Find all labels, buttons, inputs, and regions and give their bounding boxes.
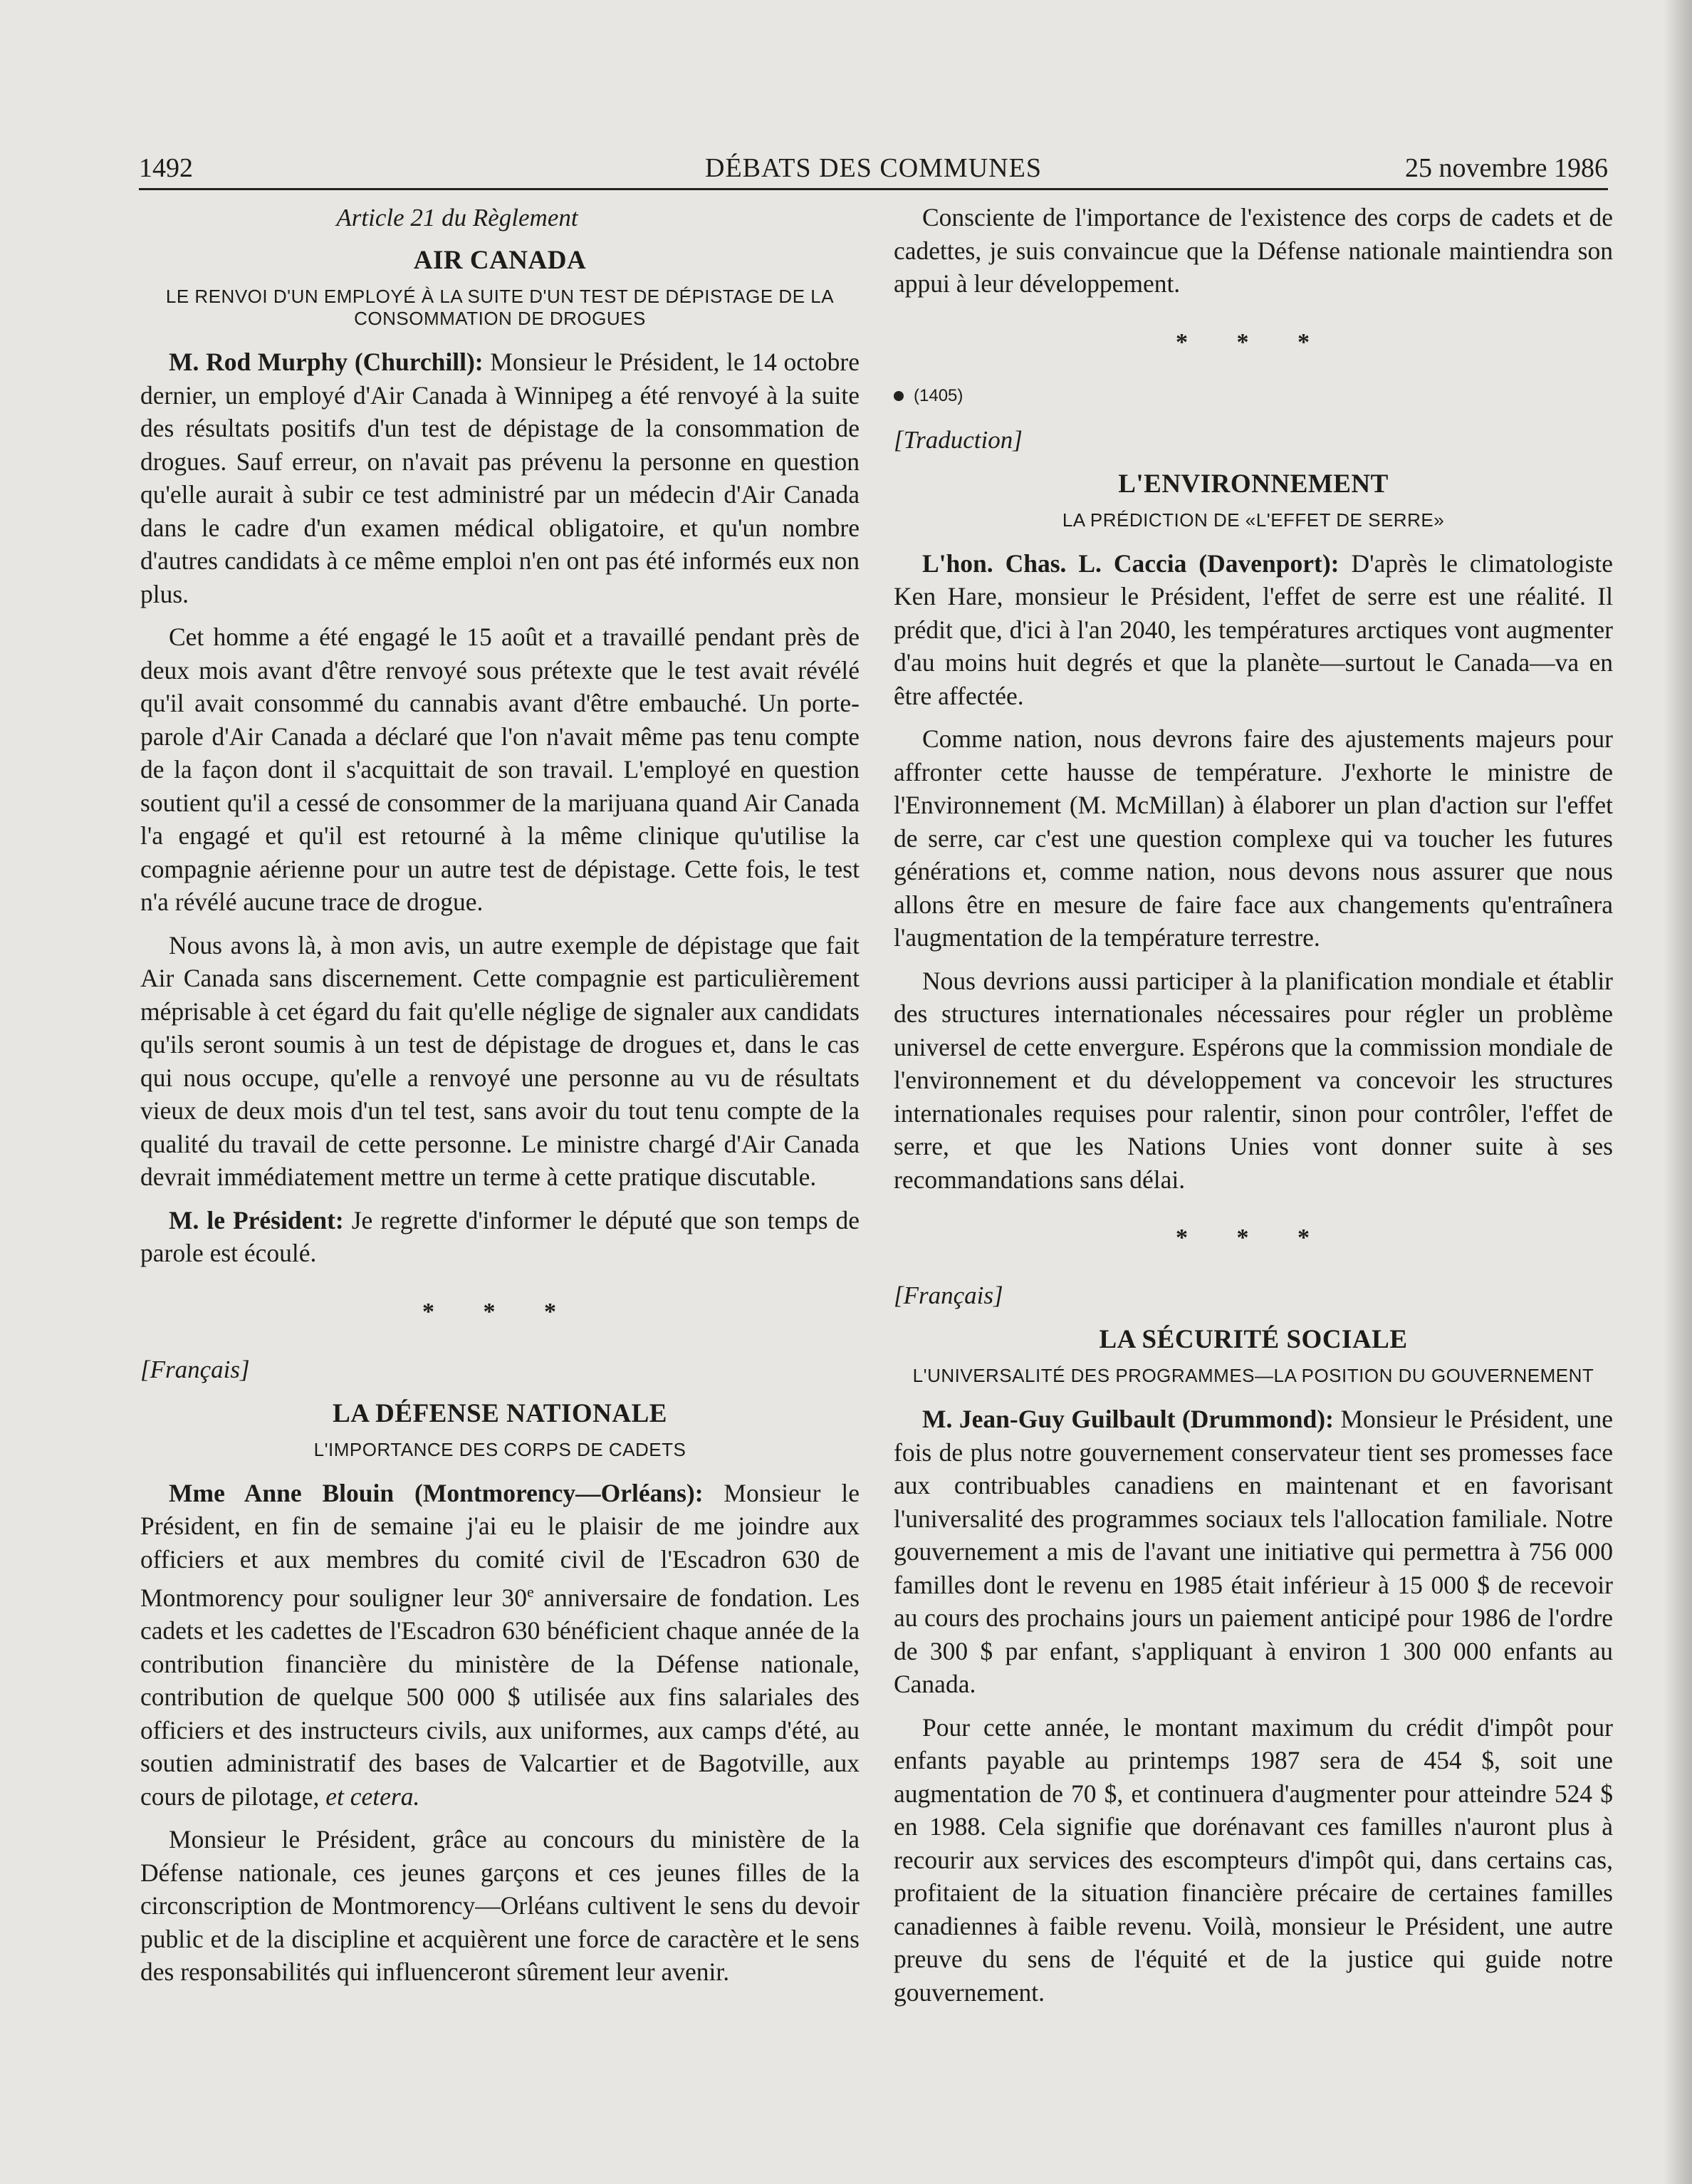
- section-subtitle-defense: L'IMPORTANCE DES CORPS DE CADETS: [313, 1438, 686, 1460]
- speaker-name: Mme Anne Blouin (Montmorency—Orléans):: [169, 1478, 704, 1507]
- section-separator: * * *: [422, 1298, 578, 1325]
- section-title-air-canada: AIR CANADA: [413, 246, 587, 275]
- page-edge-shadow: [1664, 0, 1692, 2184]
- paragraph: [894, 547, 1613, 713]
- section-title-social-security: LA SÉCURITÉ SOCIALE: [1099, 1325, 1408, 1354]
- paragraph: Nous devrions aussi participer à la planification mondiale et établir des structures internationales nécessaires pour régler un problème universel de cette envergure. Espérons que la commission mondiale de l'environnement et du développement va concevoir les structures internationales requises pour ralentir, sinon pour contrôler, l'effet de serre, et que les Nations Unies vont donner suite à ses recommandations sans délai.: [894, 966, 1613, 1194]
- section-subtitle-air-canada: LE RENVOI D'UN EMPLOYÉ À LA SUITE D'UN TEST DE DÉPISTAGE DE LA CONSOMMATION DE DROGUES: [165, 286, 835, 329]
- paragraph: Cet homme a été engagé le 15 août et a travaillé pendant près de deux mois avant d'être renvoyé sous prétexte que le test avait révélé qu'il avait consommé du cannabis avant d'être embauché. Un porte-parole d'Air Canada a déclaré que l'on n'avait même pas tenu compte de la façon dont il s'acquittait de son travail. L'employé en question soutient qu'il a cessé de consommer de la marijuana quand Air Canada l'a engagé et qu'il est retourné à la même clinique qu'utilise la compagnie aérienne pour un autre test de dépistage. Cette fois, le test n'a révélé aucune trace de drogue.: [140, 623, 860, 916]
- paragraph-text: anniversaire de fondation. Les cadets et les cadettes de l'Escadron 630 bénéficient chaque année de la contribution financière du ministère de la Défense nationale, contribution de quelque 500 000 $ utilisée aux fins salariales des officiers et des instructeurs civils, aux uniformes, aux camps d'été, au soutien administratif des bases de Valcartier et de Bagotville, aux cours de pilotage,: [140, 1583, 860, 1811]
- section-subtitle-environment: LA PRÉDICTION DE «L'EFFET DE SERRE»: [1062, 509, 1445, 531]
- paragraph: [894, 1403, 1613, 1701]
- article-heading: Article 21 du Règlement: [336, 204, 578, 232]
- language-note: [Traduction]: [894, 425, 1023, 454]
- language-note: [Français]: [894, 1281, 1003, 1309]
- section-subtitle-social-security: L'UNIVERSALITÉ DES PROGRAMMES—LA POSITION DU GOUVERNEMENT: [912, 1365, 1594, 1386]
- page-header: [139, 145, 1608, 190]
- paragraph: Comme nation, nous devrons faire des ajustements majeurs pour affronter cette hausse de température. J'exhorte le ministre de l'Environnement (M. McMillan) à élaborer un plan d'action sur l'effet de serre, car c'est une question complexe qui va toucher les futures générations et, comme nation, nous devons nous assurer que nous allons être en mesure de faire face aux changements qu'entraînera l'augmentation de la température terrestre.: [894, 724, 1613, 952]
- speaker-name: L'hon. Chas. L. Caccia (Davenport):: [922, 548, 1340, 578]
- speaker-name: M. le Président:: [169, 1205, 344, 1234]
- paragraph-text: Monsieur le Président, en fin de semaine j'ai eu le plaisir de me joindre aux officiers et aux membres du comité civil de l'Escadron 630 de Montmorency pour souligner leur 30: [140, 1478, 860, 1612]
- paragraph: Monsieur le Président, grâce au concours du ministère de la Défense nationale, ces jeunes garçons et ces jeunes filles de la circonscription de Montmorency—Orléans cultivent le sens du devoir public et de la discipline et acquièrent une force de caractère et le sens des responsabilités qui influenceront sûrement leur avenir.: [140, 1825, 860, 1987]
- paragraph: Nous avons là, à mon avis, un autre exemple de dépistage que fait Air Canada sans discernement. Cette compagnie est particulièrement méprisable à cet égard du fait qu'elle néglige de signaler aux candidats qu'ils seront soumis à un test de dépistage de drogues et, dans le cas qui nous occupe, qu'elle a renvoyé une personne au vu de résultats vieux de deux mois d'un tel test, sans avoir du tout tenu compte de la qualité du travail de cette personne. Le ministre chargé d'Air Canada devrait immédiatement mettre un terme à cette pratique discutable.: [140, 930, 860, 1191]
- speaker-name: M. Rod Murphy (Churchill):: [169, 348, 484, 376]
- time-marker: [894, 386, 1613, 406]
- time-label: (1405): [914, 385, 964, 405]
- publication-title: DÉBATS DES COMMUNES: [705, 153, 1042, 183]
- speaker-name: M. Jean-Guy Guilbault (Drummond):: [922, 1405, 1334, 1433]
- paragraph: Consciente de l'importance de l'existence des corps de cadets et de cadettes, je suis convaincue que la Défense nationale maintiendra son appui à leur développement.: [894, 203, 1613, 298]
- language-note: [Français]: [140, 1355, 250, 1383]
- left-column: [140, 201, 860, 2110]
- section-separator: * * *: [1176, 328, 1331, 355]
- page-number: 1492: [139, 153, 193, 183]
- bullet-icon: [894, 391, 904, 401]
- paragraph: [140, 1477, 860, 1814]
- paragraph: [140, 345, 860, 610]
- paragraph-text: Je regrette d'informer le député que son temps de parole est écoulé.: [140, 1205, 860, 1267]
- paragraph: Pour cette année, le montant maximum du crédit d'impôt pour enfants payable au printemps 1987 sera de 454 $, soit une augmentation de 70 $, et continuera d'augmenter pour atteindre 524 $ en 1988. Cela signifie que dorénavant ces familles n'auront plus à recourir aux services des escompteurs d'impôt qui, dans certains cas, profitaient de la situation financière précaire de certaines familles canadiennes à faible revenu. Voilà, monsieur le Président, une autre preuve du sens de l'équité et de la justice qui guide notre gouvernement.: [894, 1712, 1613, 2007]
- paragraph-text: D'après le climatologiste Ken Hare, monsieur le Président, l'effet de serre est une réalité. Il prédit que, d'ici à l'an 2040, les températures arctiques vont augmenter d'au moins huit degrés et que la planète—surtout le Canada—va en être affectée.: [894, 548, 1613, 710]
- section-title-environment: L'ENVIRONNEMENT: [1118, 469, 1389, 499]
- paragraph-text: Monsieur le Président, le 14 octobre dernier, un employé d'Air Canada à Winnipeg a été renvoyé à la suite des résultats positifs d'un test de dépistage de la consommation de drogues. Sauf erreur, on n'avait pas prévenu la personne en question qu'elle aurait à subir ce test administré par un médecin d'Air Canada dans le cadre d'un examen médical obligatoire, et qu'un nombre d'autres candidats à ce même emploi n'en ont pas été informés eux non plus.: [140, 348, 860, 608]
- section-separator: * * *: [1176, 1224, 1331, 1251]
- superscript: e: [527, 1583, 534, 1601]
- page-date: 25 novembre 1986: [1405, 153, 1608, 183]
- section-title-defense: LA DÉFENSE NATIONALE: [333, 1398, 667, 1428]
- paragraph-text: Monsieur le Président, une fois de plus notre gouvernement conservateur tient ses promesses face aux contribuables canadiens en maintenant et en favorisant l'universalité des programmes sociaux tels l'allocation familiale. Notre gouvernement a mis de l'avant une initiative qui permettra à 756 000 familles dont le revenu en 1985 était inférieur à 15 000 $ de recevoir au cours des prochains jours un paiement anticipé pour 1986 de l'ordre de 300 $ par enfant, s'appliquant à environ 1 300 000 enfants au Canada.: [894, 1405, 1613, 1698]
- right-column: [894, 201, 1613, 2110]
- italic-text: et cetera.: [325, 1782, 420, 1811]
- paragraph: [140, 1204, 860, 1270]
